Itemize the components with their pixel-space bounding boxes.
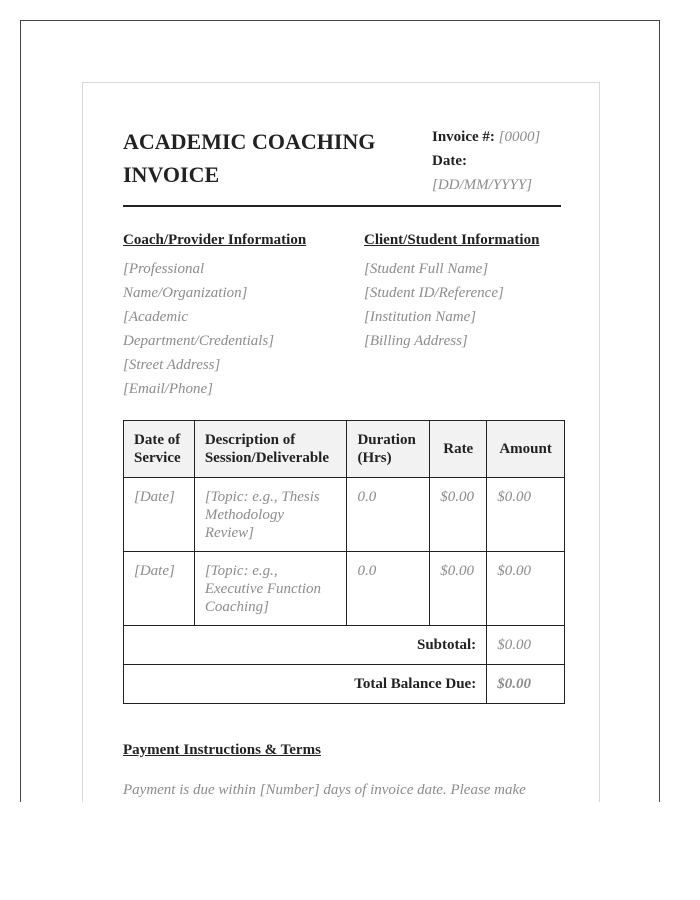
line-items-table bbox=[123, 420, 565, 704]
coach-line: Department/Credentials] bbox=[123, 333, 275, 349]
subtotal-row bbox=[124, 626, 565, 665]
invoice-header bbox=[123, 125, 561, 207]
cell-description: [Topic: e.g., Thesis Methodology Review] bbox=[194, 478, 347, 552]
date-value: [DD/MM/YYYY] bbox=[432, 177, 533, 193]
cell-duration: 0.0 bbox=[347, 478, 430, 552]
client-line: [Institution Name] bbox=[364, 309, 477, 325]
invoice-meta bbox=[432, 125, 562, 197]
coach-line: [Academic bbox=[123, 309, 188, 325]
client-info-lines bbox=[364, 257, 584, 353]
header-duration: Duration (Hrs) bbox=[347, 421, 430, 478]
coach-info-heading: Coach/Provider Information bbox=[123, 232, 307, 248]
client-line: [Student ID/Reference] bbox=[364, 285, 504, 301]
total-value: $0.00 bbox=[487, 665, 565, 704]
cell-description: [Topic: e.g., Executive Function Coaching] bbox=[194, 552, 347, 626]
title-line-1: ACADEMIC COACHING bbox=[123, 129, 376, 154]
title-line-2: INVOICE bbox=[123, 162, 220, 187]
client-line: [Student Full Name] bbox=[364, 261, 489, 277]
subtotal-label: Subtotal: bbox=[124, 626, 487, 665]
coach-info bbox=[123, 229, 343, 401]
cell-date: [Date] bbox=[124, 478, 195, 552]
cell-date: [Date] bbox=[124, 552, 195, 626]
total-label: Total Balance Due: bbox=[124, 665, 487, 704]
invoice-number-label: Invoice #: bbox=[432, 129, 495, 145]
client-info bbox=[364, 229, 584, 353]
subtotal-value: $0.00 bbox=[487, 626, 565, 665]
cell-amount: $0.00 bbox=[487, 552, 565, 626]
payment-section bbox=[123, 739, 563, 801]
invoice-page bbox=[82, 82, 600, 802]
coach-line: Name/Organization] bbox=[123, 285, 248, 301]
payment-heading: Payment Instructions & Terms bbox=[123, 742, 321, 758]
header-amount: Amount bbox=[487, 421, 565, 478]
coach-line: [Email/Phone] bbox=[123, 381, 213, 397]
invoice-number-row bbox=[432, 125, 562, 149]
table-row bbox=[124, 478, 565, 552]
date-label: Date: bbox=[432, 153, 467, 169]
coach-line: [Professional bbox=[123, 261, 205, 277]
table-row bbox=[124, 552, 565, 626]
header-description: Description of Session/Deliverable bbox=[194, 421, 347, 478]
client-info-heading: Client/Student Information bbox=[364, 232, 540, 248]
total-row bbox=[124, 665, 565, 704]
cell-rate: $0.00 bbox=[430, 552, 487, 626]
client-line: [Billing Address] bbox=[364, 333, 468, 349]
cell-duration: 0.0 bbox=[347, 552, 430, 626]
coach-line: [Street Address] bbox=[123, 357, 221, 373]
cell-rate: $0.00 bbox=[430, 478, 487, 552]
document-viewport bbox=[20, 20, 660, 802]
cell-amount: $0.00 bbox=[487, 478, 565, 552]
invoice-number-value: [0000] bbox=[498, 129, 541, 145]
header-date: Date of Service bbox=[124, 421, 195, 478]
table-header-row bbox=[124, 421, 565, 478]
coach-info-lines bbox=[123, 257, 343, 401]
invoice-title bbox=[123, 125, 413, 191]
header-rate: Rate bbox=[430, 421, 487, 478]
payment-text: Payment is due within [Number] days of invoice date. Please make bbox=[123, 782, 526, 798]
